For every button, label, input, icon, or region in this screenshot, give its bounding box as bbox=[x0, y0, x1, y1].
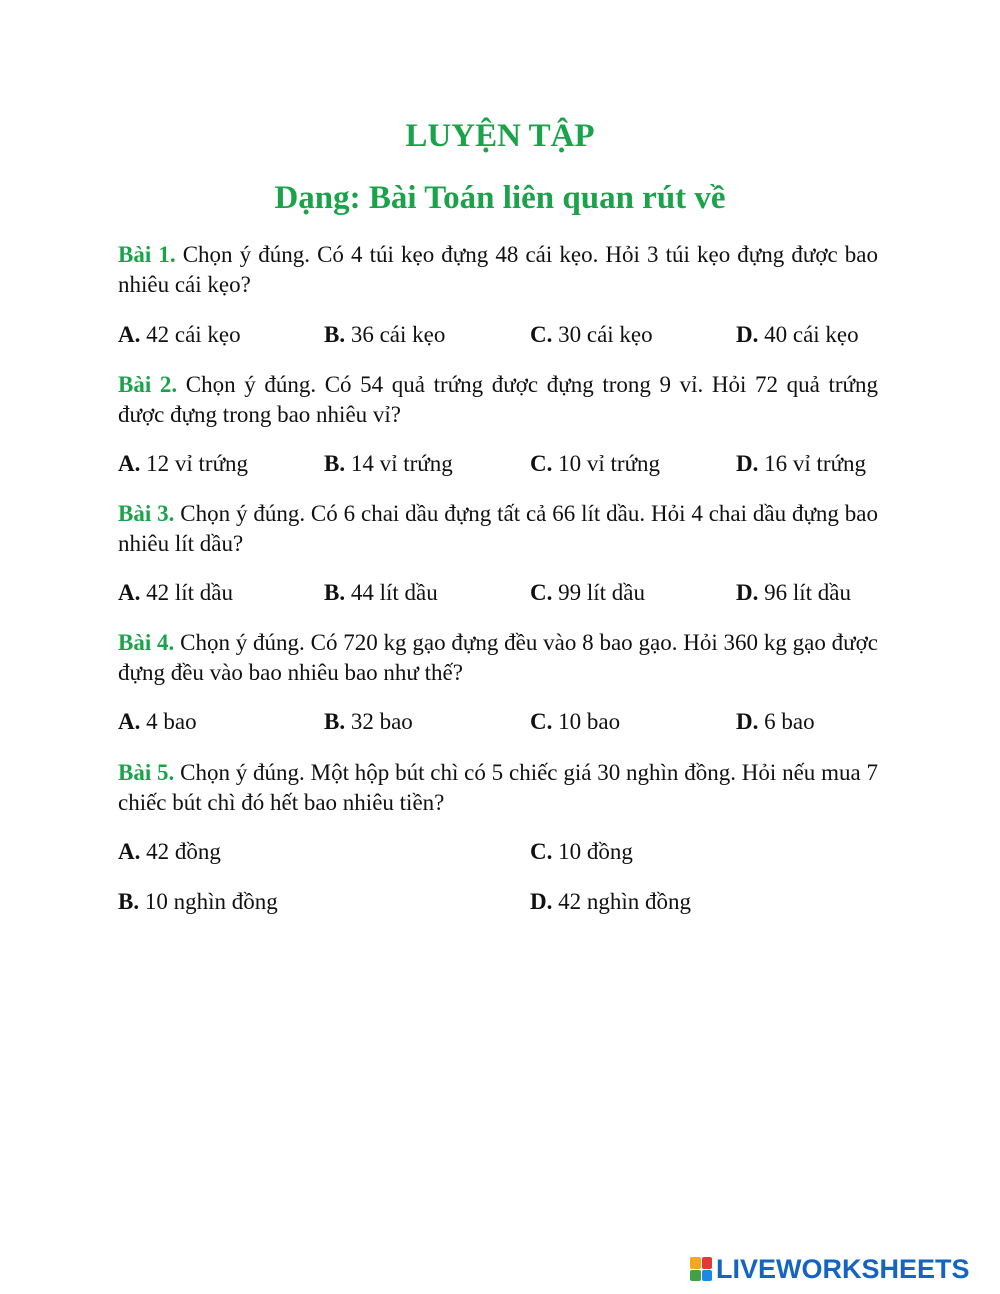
question-text: Chọn ý đúng. Có 6 chai dầu đựng tất cả 66 lít dầu. Hỏi 4 chai dầu đựng bao nhiêu lít dầu? bbox=[118, 501, 879, 556]
question-text: Chọn ý đúng. Có 4 túi kẹo đựng 48 cái kẹo. Hỏi 3 túi kẹo đựng được bao nhiêu cái kẹo? bbox=[118, 242, 879, 297]
question-text: Chọn ý đúng. Có 720 kg gạo đựng đều vào 8 bao gạo. Hỏi 360 kg gạo được đựng đều vào bao nhiêu bao như thế? bbox=[118, 630, 879, 685]
answer-option[interactable]: B. 44 lít dầu bbox=[324, 580, 438, 605]
logo-text: LIVEWORKSHEETS bbox=[716, 1253, 970, 1284]
question-4 bbox=[118, 628, 878, 688]
answer-option[interactable]: D. 6 bao bbox=[736, 709, 815, 734]
answer-option[interactable]: B. 10 nghìn đồng bbox=[118, 889, 278, 914]
question-5 bbox=[118, 758, 878, 818]
answer-option[interactable]: B. 14 vỉ trứng bbox=[324, 451, 453, 476]
page-subtitle: Dạng: Bài Toán liên quan rút về bbox=[274, 180, 726, 216]
answer-option[interactable]: D. 96 lít dầu bbox=[736, 580, 852, 605]
question-text: Chọn ý đúng. Có 54 quả trứng được đựng trong 9 vỉ. Hỏi 72 quả trứng được đựng trong bao nhiêu vỉ? bbox=[118, 372, 879, 427]
question-1 bbox=[118, 240, 878, 300]
answer-option[interactable]: C. 30 cái kẹo bbox=[530, 322, 653, 347]
answer-option[interactable]: A. 12 vỉ trứng bbox=[118, 451, 249, 476]
answer-option[interactable]: D. 16 vỉ trứng bbox=[736, 451, 867, 476]
page-title: LUYỆN TẬP bbox=[405, 118, 595, 154]
answer-option[interactable]: C. 10 bao bbox=[530, 709, 621, 734]
question-label: Bài 2. bbox=[118, 372, 178, 397]
question-label: Bài 1. bbox=[118, 242, 176, 267]
liveworksheets-logo bbox=[690, 1254, 970, 1284]
question-text: Chọn ý đúng. Một hộp bút chì có 5 chiếc giá 30 nghìn đồng. Hỏi nếu mua 7 chiếc bút chì đó hết bao nhiêu tiền? bbox=[118, 760, 879, 815]
answer-option[interactable]: C. 10 đồng bbox=[530, 839, 633, 864]
question-label: Bài 5. bbox=[118, 760, 175, 785]
answer-option[interactable]: A. 42 cái kẹo bbox=[118, 322, 241, 347]
answer-option[interactable]: B. 36 cái kẹo bbox=[324, 322, 446, 347]
answer-option[interactable]: C. 10 vỉ trứng bbox=[530, 451, 661, 476]
answer-option[interactable]: A. 42 lít dầu bbox=[118, 580, 234, 605]
answer-option[interactable]: B. 32 bao bbox=[324, 709, 413, 734]
answer-option[interactable]: A. 42 đồng bbox=[118, 839, 221, 864]
answer-option[interactable]: C. 99 lít dầu bbox=[530, 580, 646, 605]
answer-option[interactable]: A. 4 bao bbox=[118, 709, 197, 734]
question-2 bbox=[118, 370, 878, 430]
question-label: Bài 4. bbox=[118, 630, 175, 655]
answer-option[interactable]: D. 40 cái kẹo bbox=[736, 322, 859, 347]
logo-mark-icon bbox=[690, 1257, 712, 1281]
question-label: Bài 3. bbox=[118, 501, 175, 526]
answer-option[interactable]: D. 42 nghìn đồng bbox=[530, 889, 692, 914]
question-3 bbox=[118, 499, 878, 559]
